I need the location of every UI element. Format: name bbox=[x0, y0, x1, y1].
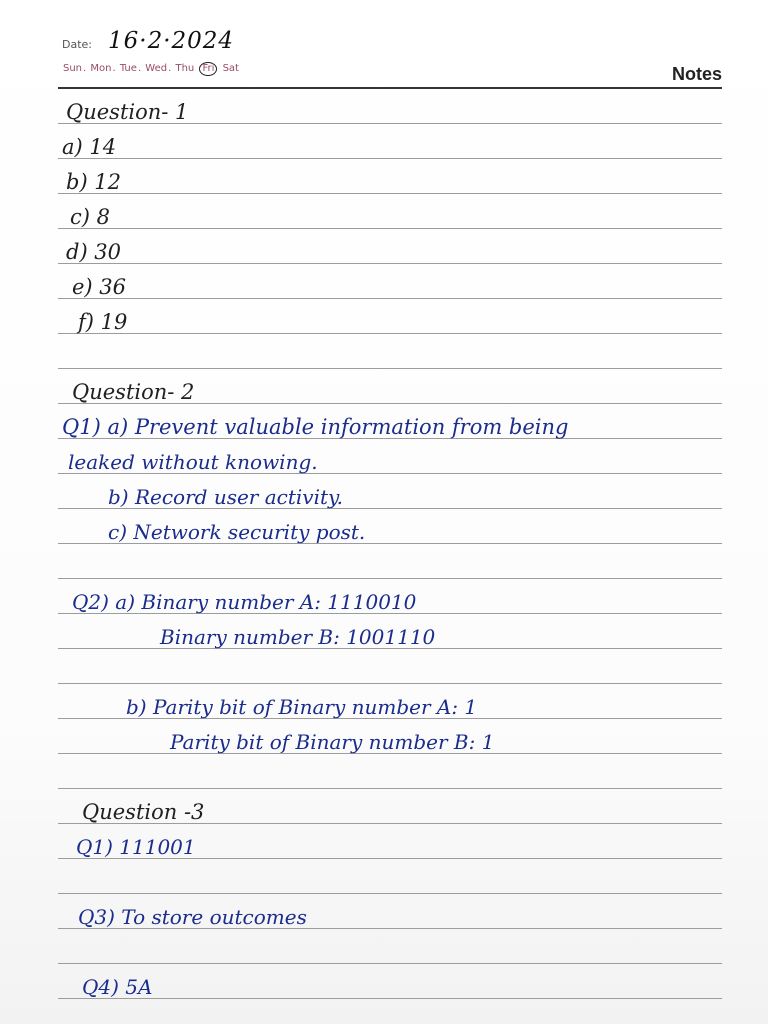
question-1-heading: Question- 1 bbox=[66, 100, 189, 124]
ruled-line bbox=[58, 298, 722, 299]
ruled-line bbox=[58, 228, 722, 229]
q2-q2-answer-b-line2: Parity bit of Binary number B: 1 bbox=[170, 730, 495, 754]
q2-q2-answer-a-line2: Binary number B: 1001110 bbox=[160, 625, 436, 649]
notes-title: Notes bbox=[671, 64, 722, 84]
q1-answer-c: c) 8 bbox=[70, 205, 110, 229]
day-wed: Wed bbox=[145, 63, 168, 74]
date-label: Date: bbox=[62, 38, 92, 51]
ruled-line bbox=[58, 998, 722, 999]
day-sat: Sat bbox=[222, 63, 239, 74]
q3-q3-answer: Q3) To store outcomes bbox=[78, 905, 307, 929]
day-sun: Sun bbox=[63, 63, 83, 74]
question-2-heading: Question- 2 bbox=[72, 380, 195, 404]
q2-q2-answer-a-line1: Q2) a) Binary number A: 1110010 bbox=[72, 590, 417, 614]
header-rule bbox=[58, 87, 722, 89]
ruled-line bbox=[58, 333, 722, 334]
ruled-line bbox=[58, 263, 722, 264]
day-tue: Tue bbox=[119, 63, 137, 74]
question-3-heading: Question -3 bbox=[82, 800, 205, 824]
q2-q1-answer-b: b) Record user activity. bbox=[108, 485, 344, 509]
q1-answer-d: d) 30 bbox=[66, 240, 122, 264]
ruled-line bbox=[58, 158, 722, 159]
q1-answer-a: a) 14 bbox=[62, 135, 117, 159]
day-mon: Mon bbox=[90, 63, 112, 74]
q3-q1-answer: Q1) 111001 bbox=[76, 835, 196, 859]
ruled-line bbox=[58, 368, 722, 369]
q2-q1-answer-a-line1: Q1) a) Prevent valuable information from being bbox=[62, 415, 569, 439]
ruled-line bbox=[58, 788, 722, 789]
q2-q1-answer-c: c) Network security post. bbox=[108, 520, 366, 544]
day-thu: Thu bbox=[175, 63, 195, 74]
date-value: 16·2·2024 bbox=[108, 28, 235, 54]
ruled-line bbox=[58, 893, 722, 894]
q1-answer-e: e) 36 bbox=[72, 275, 127, 299]
q2-q2-answer-b-line1: b) Parity bit of Binary number A: 1 bbox=[126, 695, 478, 719]
ruled-line bbox=[58, 683, 722, 684]
ruled-line bbox=[58, 578, 722, 579]
q2-q1-answer-a-line2: leaked without knowing. bbox=[68, 450, 318, 474]
q1-answer-f: f) 19 bbox=[78, 310, 128, 334]
day-fri-circled: Fri bbox=[199, 62, 217, 76]
q3-q4-answer: Q4) 5A bbox=[82, 975, 153, 999]
ruled-line bbox=[58, 963, 722, 964]
weekday-row: Sun. Mon. Tue. Wed. Thu Fri Sat bbox=[63, 63, 239, 74]
q1-answer-b: b) 12 bbox=[66, 170, 122, 194]
ruled-line bbox=[58, 193, 722, 194]
